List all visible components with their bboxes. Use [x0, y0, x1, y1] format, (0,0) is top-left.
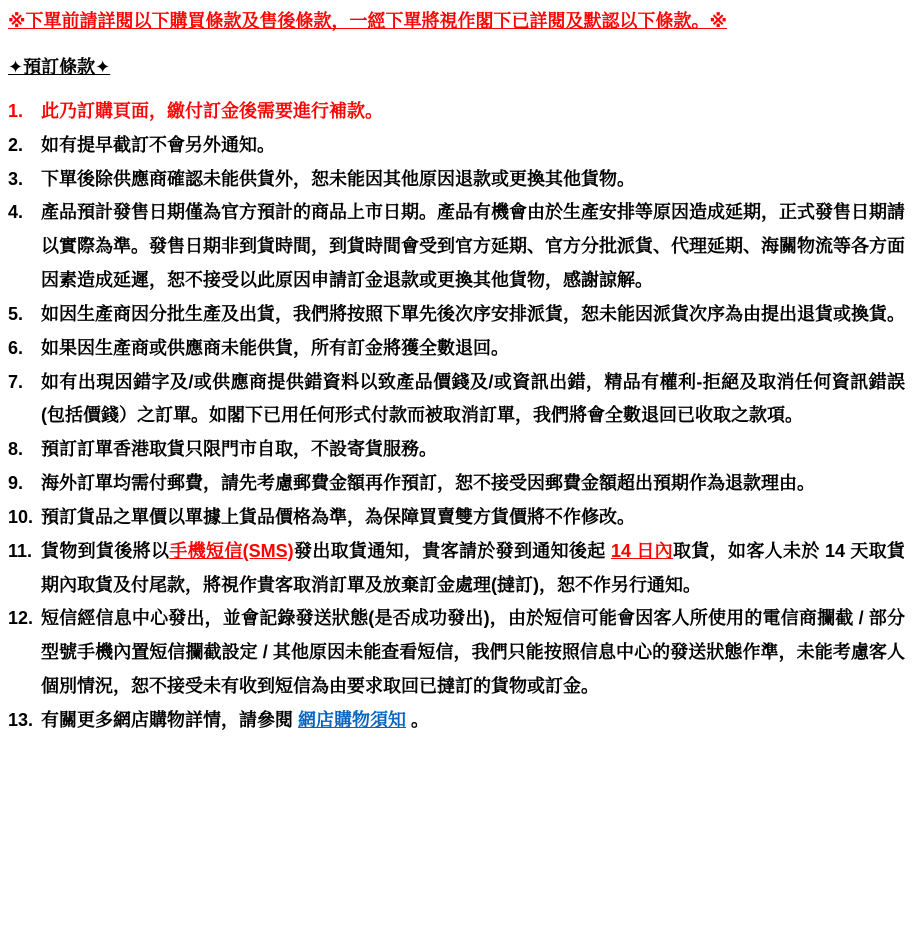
terms-list: [8, 95, 905, 738]
purchase-notice-title: ※下單前請詳閱以下購買條款及售後條款，一經下單將視作閣下已詳閱及默認以下條款。※: [8, 11, 727, 31]
term-text: [41, 535, 905, 603]
term-text: [41, 163, 905, 197]
term-item-7: [8, 366, 905, 434]
term-number: 4.: [8, 202, 24, 223]
term-text-segment: 如果因生產商或供應商未能供貨，所有訂金將獲全數退回。: [41, 337, 509, 358]
term-item-3: [8, 163, 905, 197]
term-item-11: [8, 535, 905, 603]
term-number: 6.: [8, 337, 24, 358]
term-text-segment: 海外訂單均需付郵費，請先考慮郵費金額再作預訂，恕不接受因郵費金額超出預期作為退款理由。: [41, 473, 815, 494]
term-item-13: [8, 704, 905, 738]
term-text: [41, 704, 905, 738]
term-text: [41, 196, 905, 297]
term-text: [41, 298, 905, 332]
term-item-1: [8, 95, 905, 129]
term-number: 9.: [8, 473, 24, 494]
term-text: [41, 129, 905, 163]
term-text-segment: 下單後除供應商確認未能供貨外，恕未能因其他原因退款或更換其他貨物。: [41, 168, 635, 189]
term-number: 2.: [8, 134, 24, 155]
term-number: 12.: [8, 608, 34, 629]
preorder-terms-heading: ✦預訂條款✦: [8, 57, 111, 77]
term-text-segment: 。: [406, 709, 430, 730]
term-number: 13.: [8, 709, 34, 730]
highlighted-text: 14 日內: [610, 540, 673, 561]
term-item-2: [8, 129, 905, 163]
term-text: [41, 467, 905, 501]
term-text: [41, 433, 905, 467]
term-number: 8.: [8, 439, 24, 460]
shop-guide-link[interactable]: 網店購物須知: [298, 709, 406, 730]
term-item-5: [8, 298, 905, 332]
term-text-segment: 產品預計發售日期僅為官方預計的商品上市日期。產品有機會由於生產安排等原因造成延期，正式發售日期請以實際為準。發售日期非到貨時間，到貨時間會受到官方延期、官方分批派貨、代理延期、海關物流等各方面因素造成延遲，恕不接受以此原因申請訂金退款或更換其他貨物，感謝諒解。: [41, 202, 905, 291]
term-item-4: [8, 196, 905, 297]
highlighted-text: 手機短信(SMS): [169, 540, 294, 561]
term-text-segment: 取貨，如客人未於 14 天取貨期內取貨及付尾款，將視作貴客取消訂單及放棄訂金處理(撻訂)，恕不作另行通知。: [41, 540, 906, 595]
term-text-segment: 貨物到貨後將以: [41, 540, 170, 561]
term-text-segment: 有關更多網店購物詳情，請參閱: [41, 709, 298, 730]
term-text-segment: 如因生產商因分批生產及出貨，我們將按照下單先後次序安排派貨，恕未能因派貨次序為由提出退貨或換貨。: [41, 303, 905, 324]
term-text-segment: 預訂訂單香港取貨只限門市自取，不設寄貨服務。: [41, 439, 437, 460]
term-text: [41, 501, 905, 535]
term-item-6: [8, 332, 905, 366]
term-number: 3.: [8, 168, 24, 189]
term-item-12: [8, 602, 905, 703]
term-item-9: [8, 467, 905, 501]
term-text-segment: 短信經信息中心發出，並會記錄發送狀態(是否成功發出)，由於短信可能會因客人所使用的電信商攔截 / 部分型號手機內置短信攔截設定 / 其他原因未能查看短信，我們只能按照信息中心的發送狀態作準，未能考慮客人個別情況，恕不接受未有收到短信為由要求取回已撻訂的貨物或訂金。: [41, 608, 905, 697]
term-number: 11.: [8, 540, 33, 561]
term-text-segment: 發出取貨通知，貴客請於發到通知後起: [293, 540, 611, 561]
term-text-segment: 預訂貨品之單價以單據上貨品價格為準，為保障買賣雙方貨價將不作修改。: [41, 506, 635, 527]
term-number: 10.: [8, 506, 34, 527]
term-number: 5.: [8, 303, 24, 324]
term-text-segment: 如有出現因錯字及/或供應商提供錯資料以致產品價錢及/或資訊出錯，精品有權利-拒絕及取消任何資訊錯誤(包括價錢）之訂單。如閣下已用任何形式付款而被取消訂單，我們將會全數退回已收取之款項。: [41, 371, 905, 426]
term-text-segment: 此乃訂購頁面，繳付訂金後需要進行補款。: [41, 101, 383, 121]
term-text: [41, 366, 905, 434]
term-text: [41, 332, 905, 366]
term-text: [41, 95, 905, 129]
term-number: 7.: [8, 371, 24, 392]
term-item-8: [8, 433, 905, 467]
term-text-segment: 如有提早截訂不會另外通知。: [41, 134, 275, 155]
term-item-10: [8, 501, 905, 535]
term-text: [41, 602, 905, 703]
term-number: 1.: [8, 101, 24, 121]
